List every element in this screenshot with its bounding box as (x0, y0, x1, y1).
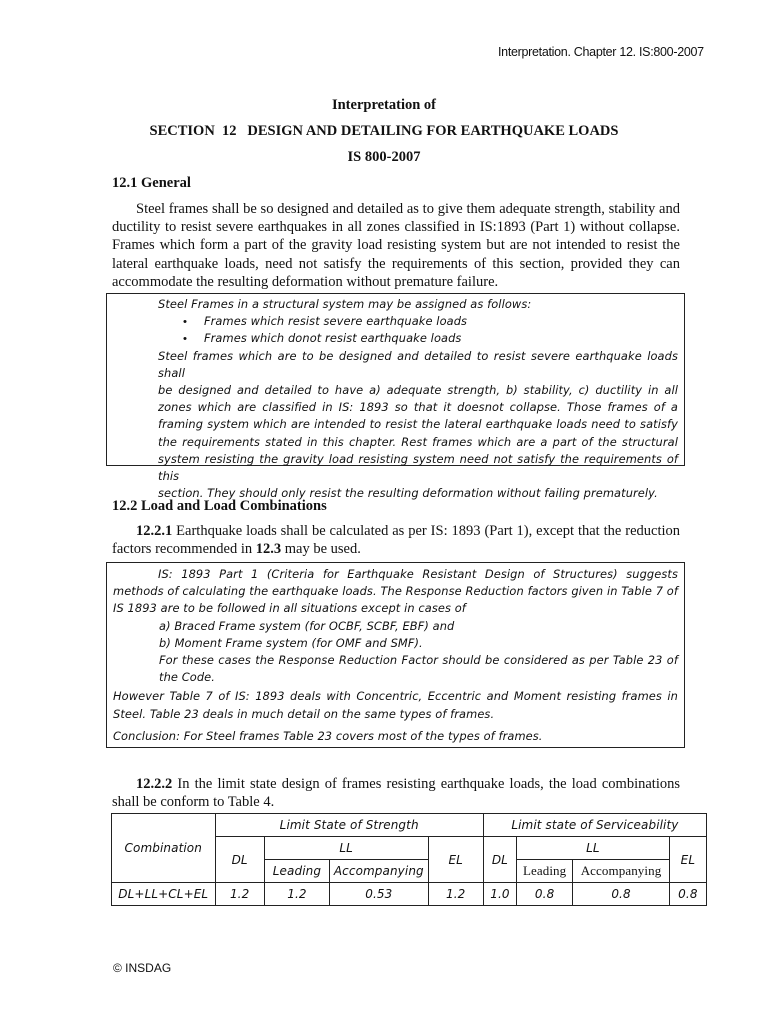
service-ll-accompanying-cell: 0.8 (573, 883, 669, 906)
box-line: be designed and detailed to have a) adequate strength, b) stability, c) ductility in all (158, 383, 678, 398)
box-intro: Steel Frames in a structural system may be assigned as follows: (158, 297, 532, 311)
clause-number: 12.2.2 (136, 776, 173, 792)
strength-leading-header: Leading (264, 860, 329, 883)
box-bullet: • Frames which donot resist earthquake loads (158, 330, 678, 347)
load-combination-table (111, 813, 707, 906)
service-el-header: EL (669, 837, 706, 883)
strength-ll-accompanying-cell: 0.53 (330, 883, 428, 906)
title-line-2: SECTION 12 DESIGN AND DETAILING FOR EARTHQUAKE LOADS (149, 123, 619, 139)
service-el-cell: 0.8 (669, 883, 706, 906)
box-line: system resisting the gravity load resisting system need not satisfy the requirements of this (158, 451, 678, 484)
interpretation-box-12-2 (106, 562, 685, 748)
box-bullet: • Frames which resist severe earthquake loads (158, 313, 678, 330)
table-row (112, 883, 707, 906)
bullet-icon: • (183, 331, 188, 346)
service-dl-header: DL (483, 837, 516, 883)
clause-ref: 12.3 (255, 541, 282, 558)
section-12-1-heading: 12.1 General (112, 175, 191, 191)
box-line: methods of calculating the earthquake loads. The Response Reduction factors given in Table 7 of (113, 584, 678, 599)
running-header: Interpretation. Chapter 12. IS:800-2007 (498, 45, 704, 59)
box-line: IS 1893 are to be followed in all situations except in cases of (113, 601, 466, 616)
box-line: section. They should only resist the resulting deformation without failing prematurely. (158, 486, 658, 501)
box-line: zones which are classified in IS: 1893 so that it doesnot collapse. Those frames of a (158, 400, 678, 415)
service-header: Limit state of Serviceability (483, 814, 706, 837)
box-line: the requirements stated in this chapter. Rest frames which are a part of the structural (158, 434, 678, 449)
box-line: framing system which are intended to resist the lateral earthquake loads need to satisfy (158, 417, 678, 432)
footer-copyright: © INSDAG (113, 961, 172, 975)
box-however: Steel. Table 23 deals in much detail on the same types of frames. (113, 706, 495, 721)
section-12-1-paragraph: Steel frames shall be so designed and detailed as to give them adequate strength, stability and ductility to resist severe earthquakes in all zones classified in IS:1893 (Part 1) without collapse. Frames which form a part of the gravity load resisting system but are not intended to resist the lateral earthquake loads, need not satisfy the requirements of this section, provided they can accommodate the resulting deformation without premature failure. (112, 201, 680, 290)
strength-ll-header: LL (264, 837, 428, 860)
interpretation-box-12-1 (106, 293, 685, 501)
box-case-note: the Code. (159, 670, 215, 685)
box-line: Steel frames which are to be designed and detailed to resist severe earthquake loads shall (158, 348, 678, 380)
section-12-2-heading: 12.2 Load and Load Combinations (112, 498, 327, 514)
strength-ll-leading-cell: 1.2 (264, 883, 329, 906)
box-line: IS: 1893 Part 1 (Criteria for Earthquake Resistant Design of Structures) suggests (158, 567, 678, 581)
box-case: b) Moment Frame system (for OMF and SMF). (159, 635, 423, 650)
service-ll-leading-cell: 0.8 (516, 883, 572, 906)
box-case: a) Braced Frame system (for OCBF, SCBF, EBF) and (159, 618, 455, 633)
service-accompanying-header: Accompanying (573, 860, 669, 883)
strength-el-header: EL (428, 837, 483, 883)
service-leading-header: Leading (516, 860, 572, 883)
box-however: However Table 7 of IS: 1893 deals with Concentric, Eccentric and Moment resisting frames in (113, 689, 678, 704)
strength-el-cell: 1.2 (428, 883, 483, 906)
strength-header: Limit State of Strength (215, 814, 483, 837)
combination-header: Combination (112, 814, 216, 883)
clause-12-2-2: 12.2.2 In the limit state design of frames resisting earthquake loads, the load combinations shall be conform to Table 4. (112, 776, 680, 811)
strength-dl-header: DL (215, 837, 264, 883)
service-ll-header: LL (516, 837, 669, 860)
clause-12-2-1: 12.2.1 Earthquake loads shall be calculated as per IS: 1893 (Part 1), except that the reduction factors recommended in 12.3 may be used. (112, 523, 680, 558)
table-header-row (112, 814, 707, 837)
title-line-1: Interpretation of (331, 97, 437, 113)
bullet-icon: • (183, 314, 188, 329)
box-case-note: For these cases the Response Reduction Factor should be considered as per Table 23 of (159, 653, 678, 668)
clause-number: 12.2.1 (136, 523, 173, 539)
box-conclusion: Conclusion: For Steel frames Table 23 covers most of the types of frames. (113, 728, 543, 743)
strength-dl-cell: 1.2 (215, 883, 264, 906)
service-dl-cell: 1.0 (483, 883, 516, 906)
combination-cell: DL+LL+CL+EL (112, 883, 216, 906)
strength-accompanying-header: Accompanying (330, 860, 428, 883)
title-line-3: IS 800-2007 (347, 149, 421, 165)
